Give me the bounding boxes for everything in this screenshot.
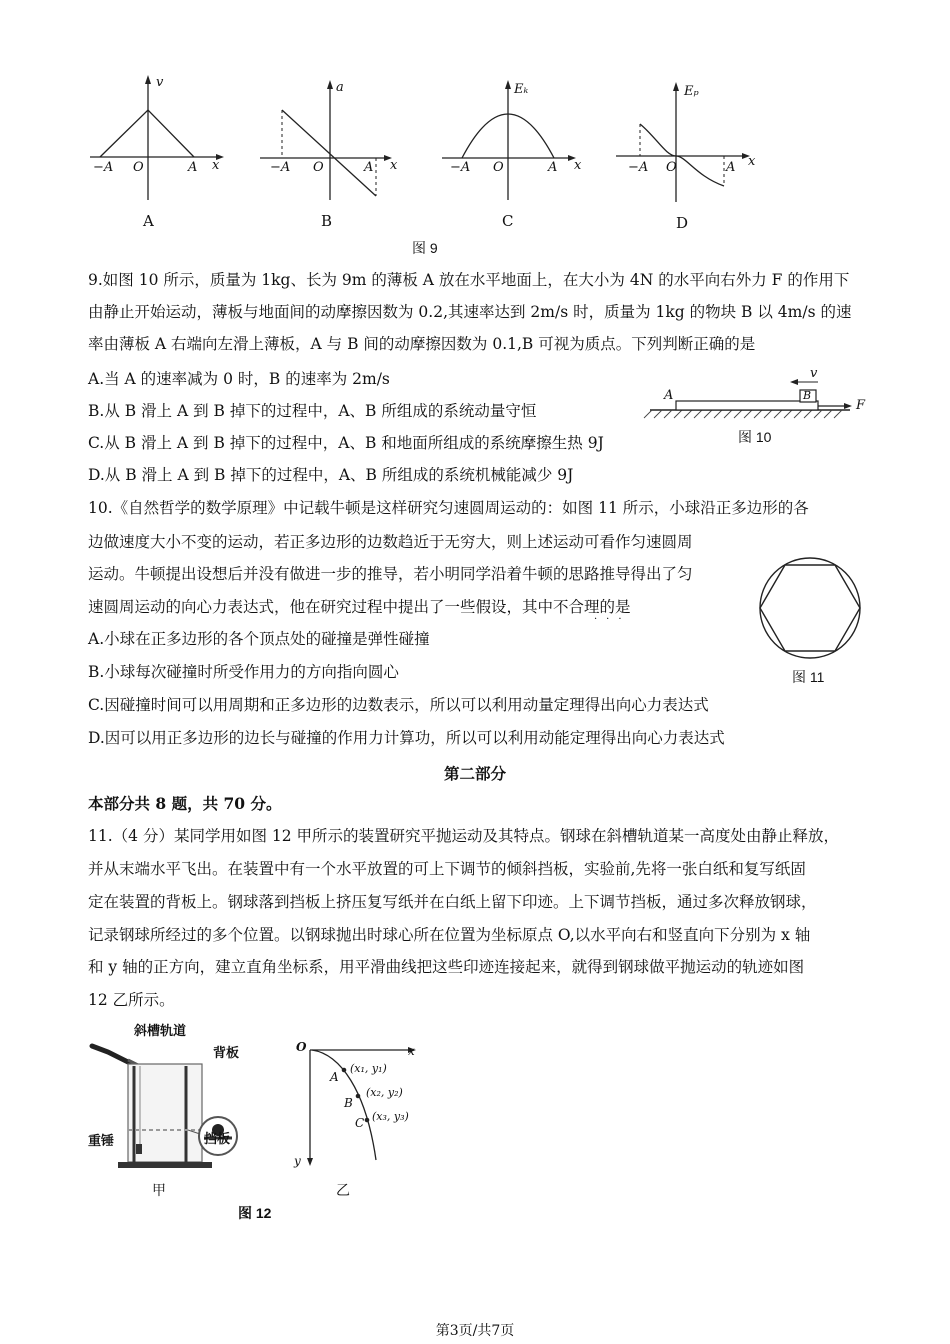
fig9-a-axis-v: v [156,75,164,90]
fig9-graph-ek [442,80,592,210]
q10-option-d: D.因可以用正多边形的边长与碰撞的作用力计算功，所以可以利用动能定理得出向心力表达式 [88,729,725,747]
fig9-graph-v [90,75,230,205]
q11-stem-line-3: 定在装置的背板上。钢球落到挡板上挤压复写纸并在白纸上留下印迹。上下调节挡板，通过多次释放钢球， [88,893,817,911]
fig9-label-c: C [502,212,514,230]
q9-stem-line-3: 率由薄板 A 右端向左滑上薄板，A 与 B 间的动摩擦因数为 0.1,B 可视为质点。下列判断正确的是 [88,335,756,353]
fig9-c-axis-ek: Eₖ [514,82,529,97]
label-back-board: 背板 [213,1045,240,1060]
q9-stem-line-1: 9.如图 10 所示，质量为 1kg、长为 9m 的薄板 A 放在水平地面上，在大小为 4N 的水平向右外力 F 的作用下 [88,271,850,289]
fig10-label-f: F [856,398,866,413]
q9-stem-line-2: 由静止开始运动，薄板与地面间的动摩擦因数为 0.2,其速率达到 2m/s 时，质量为 1kg 的物块 B 以 4m/s 的速 [88,303,852,321]
q10-stem-line-2: 边做速度大小不变的运动，若正多边形的边数趋近于无穷大，则上述运动可看作匀速圆周 [88,533,693,551]
fig9-d-origin: O [666,160,677,175]
fig9-b-pos: A [364,160,374,175]
emphasis-dots: ··· [594,614,631,625]
figure-11-circle-hexagon [758,556,862,660]
fig12-caption: 图 12 [238,1205,272,1221]
fig9-b-x: x [390,158,398,173]
fig9-graph-ep [616,82,766,212]
part2-title: 第二部分 [443,764,506,783]
fig10-caption: 图 10 [738,429,772,445]
fig9-a-neg: −A [93,160,114,175]
figure-12-trajectory [300,1040,430,1170]
fig9-b-axis-a: a [336,80,344,95]
page-number: 第3页/共7页 [435,1323,515,1339]
q10-stem-line-1: 10.《自然哲学的数学原理》中记载牛顿是这样研究匀速圆周运动的：如图 11 所示，小球沿正多边形的各 [88,499,809,517]
traj-y-axis: y [294,1154,301,1168]
label-slope-track: 斜槽轨道 [134,1023,187,1038]
q9-option-d: D.从 B 滑上 A 到 B 掉下的过程中，A、B 所组成的系统机械能减少 9J [88,466,574,484]
fig9-label-b: B [321,212,333,230]
q10-option-a: A.小球在正多边形的各个顶点处的碰撞是弹性碰撞 [88,630,430,648]
q10-stem-line-3: 运动。牛顿提出设想后并没有做进一步的推导，若小明同学沿着牛顿的思路推导得出了匀 [88,565,693,583]
fig9-a-x: x [212,158,220,173]
traj-coord-c: (x₃, y₃) [372,1110,409,1123]
fig9-label-a: A [143,212,154,230]
fig9-d-x: x [748,154,756,169]
figure-10-diagram [650,366,860,416]
q9-option-b: B.从 B 滑上 A 到 B 掉下的过程中，A、B 所组成的系统动量守恒 [88,402,537,420]
fig9-c-pos: A [548,160,558,175]
label-plumb-weight: 重锤 [88,1133,115,1148]
traj-x-axis: x [408,1044,415,1058]
fig9-d-neg: −A [628,160,649,175]
traj-point-c: C [355,1116,365,1130]
fig10-label-a: A [664,388,674,403]
fig9-label-d: D [676,214,689,232]
fig9-b-neg: −A [270,160,291,175]
fig9-graph-a [260,80,400,210]
traj-point-a: A [330,1070,339,1084]
label-jia: 甲 [152,1183,166,1199]
fig11-caption: 图 11 [792,669,825,685]
traj-coord-b: (x₂, y₂) [366,1086,403,1099]
q11-stem-line-4: 记录钢球所经过的多个位置。以钢球抛出时球心所在位置为坐标原点 O,以水平向右和竖直向下分别为 x 轴 [88,926,811,944]
q10-option-c: C.因碰撞时间可以用周期和正多边形的边数表示，所以可以利用动量定理得出向心力表达式 [88,696,709,714]
q9-option-c: C.从 B 滑上 A 到 B 掉下的过程中，A、B 和地面所组成的系统摩擦生热 9J [88,434,604,452]
fig9-d-pos: A [726,160,736,175]
fig9-d-axis-ep: Eₚ [684,84,699,99]
q11-stem-line-6: 12 乙所示。 [88,991,175,1009]
q10-option-b: B.小球每次碰撞时所受作用力的方向指向圆心 [88,663,399,681]
fig9-c-x: x [574,158,582,173]
fig9-a-origin: O [133,160,144,175]
fig10-label-b: B [803,389,812,402]
q11-stem-line-5: 和 y 轴的正方向，建立直角坐标系，用平滑曲线把这些印迹连接起来，就得到钢球做平抛运动的轨迹如图 [88,958,805,976]
q11-stem-line-1: 11.（4 分）某同学用如图 12 甲所示的装置研究平抛运动及其特点。钢球在斜槽轨道某一高度处由静止释放， [88,827,840,845]
q10-stem-line-4: 速圆周运动的向心力表达式，他在研究过程中提出了一些假设，其中不合理的是 [88,598,631,616]
q11-stem-line-2: 并从末端水平飞出。在装置中有一个水平放置的可上下调节的倾斜挡板，实验前,先将一张白纸和复写纸固 [88,860,806,878]
fig9-c-origin: O [493,160,504,175]
label-yi: 乙 [336,1183,350,1199]
label-baffle: 挡板 [204,1131,231,1146]
traj-origin: O [296,1040,307,1054]
fig10-label-v: v [810,366,818,381]
fig9-caption: 图 9 [412,240,438,256]
q9-option-a: A.当 A 的速率减为 0 时，B 的速率为 2m/s [88,370,390,388]
fig9-b-origin: O [313,160,324,175]
fig9-a-pos: A [188,160,198,175]
fig9-c-neg: −A [450,160,471,175]
part2-intro: 本部分共 8 题，共 70 分。 [88,794,282,813]
traj-point-b: B [344,1096,353,1110]
traj-coord-a: (x₁, y₁) [350,1062,387,1075]
